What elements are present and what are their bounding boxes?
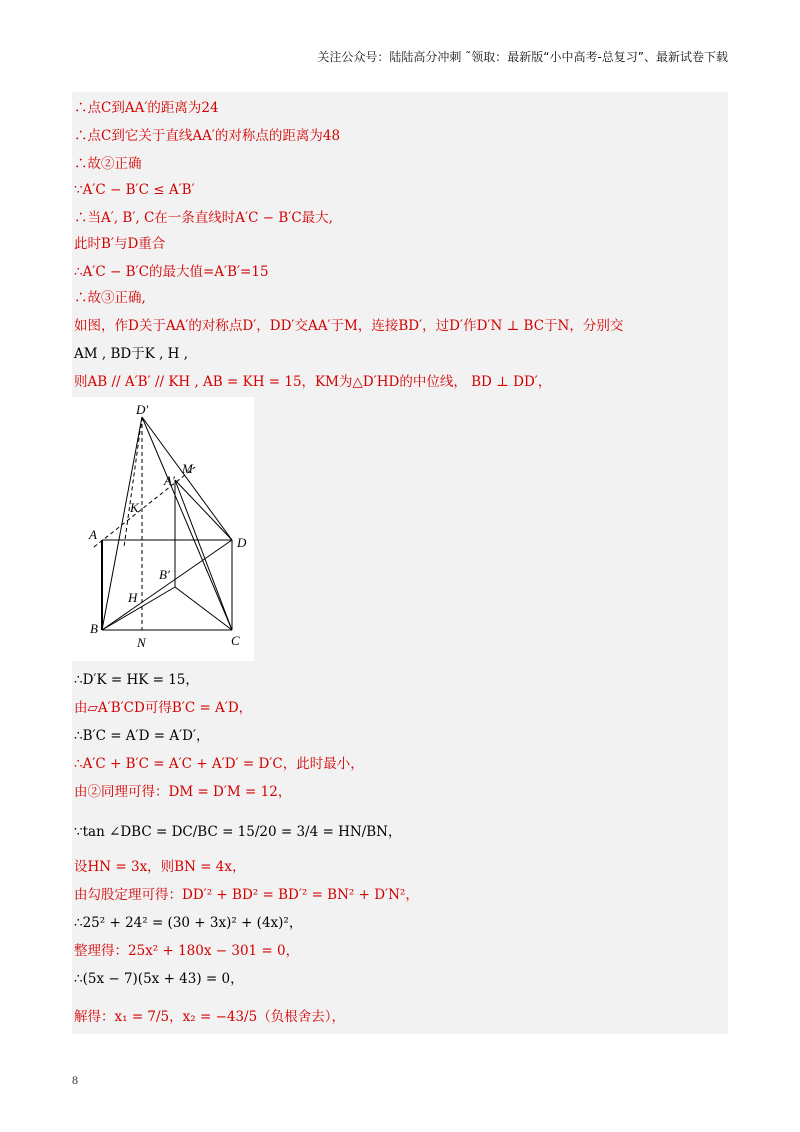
solution-line: AM , BD于K , H , [74, 346, 189, 362]
label-k: K [130, 500, 139, 515]
solution-line: ∴(5x − 7)(5x + 43) = 0， [74, 971, 244, 987]
label-d-prime: D′ [136, 402, 149, 417]
solution-line: 由▱A′B′CD可得B′C = A′D， [74, 700, 253, 716]
solution-line: ∵A′C − B′C ≤ A′B′ [74, 182, 195, 198]
label-c: C [231, 633, 240, 648]
solution-line: ∴当A′, B′, C在一条直线时A′C − B′C最大, [74, 210, 333, 226]
solution-line: ∴A′C − B′C的最大值=A′B′=15 [74, 264, 269, 280]
label-d: D [237, 535, 247, 550]
solution-content [72, 92, 728, 1034]
solution-line: ∵tan ∠DBC = DC/BC = 15/20 = 3/4 = HN/BN， [74, 824, 402, 840]
solution-line: 设HN = 3x，则BN = 4x， [74, 859, 246, 875]
label-b: B [90, 621, 98, 636]
solution-line: ∴点C到它关于直线AA′的对称点的距离为48 [74, 128, 341, 144]
label-a-prime: A′ [164, 473, 175, 488]
solution-line: 则AB // A′B′ // KH , AB = KH = 15，KM为△D′HD的中位线， BD ⊥ DD′， [74, 374, 552, 390]
solution-line: 此时B′与D重合 [74, 236, 166, 252]
solution-line: 整理得：25x² + 180x − 301 = 0， [74, 943, 300, 959]
geometry-diagram [72, 397, 254, 661]
label-a: A [89, 527, 97, 542]
label-h: H [128, 590, 138, 605]
solution-line: ∴A′C + B′C = A′C + A′D′ = D′C，此时最小， [74, 756, 364, 772]
page-header: 关注公众号：陆陆高分冲刺 ˜领取：最新版“小中高考-总复习”、最新试卷下载 [317, 50, 728, 64]
solution-line: ∴故③正确, [74, 290, 146, 306]
solution-line: 如图，作D关于AA′的对称点D′，DD′交AA′于M，连接BD′，过D′作D′N ⊥ BC于N，分别交 [74, 318, 624, 334]
geometry-figure [72, 397, 254, 661]
label-b-prime: B′ [159, 567, 170, 582]
solution-line: 解得：x₁ = 7/5，x₂ = −43/5（负根舍去）， [74, 1009, 345, 1025]
label-n: N [137, 635, 146, 650]
solution-line: 由②同理可得：DM = D′M = 12， [74, 784, 292, 800]
solution-line: 由勾股定理可得：DD′² + BD² = BD′² = BN² + D′N²， [74, 887, 419, 903]
solution-line: ∴点C到AA′的距离为24 [74, 100, 219, 116]
label-m: M [182, 461, 193, 476]
page-number: 8 [72, 1073, 78, 1087]
solution-line: ∴D′K = HK = 15， [74, 672, 199, 688]
solution-line: ∴B′C = A′D = A′D′， [74, 728, 210, 744]
solution-line: ∴故②正确 [74, 156, 142, 172]
solution-line: ∴25² + 24² = (30 + 3x)² + (4x)²， [74, 915, 303, 931]
